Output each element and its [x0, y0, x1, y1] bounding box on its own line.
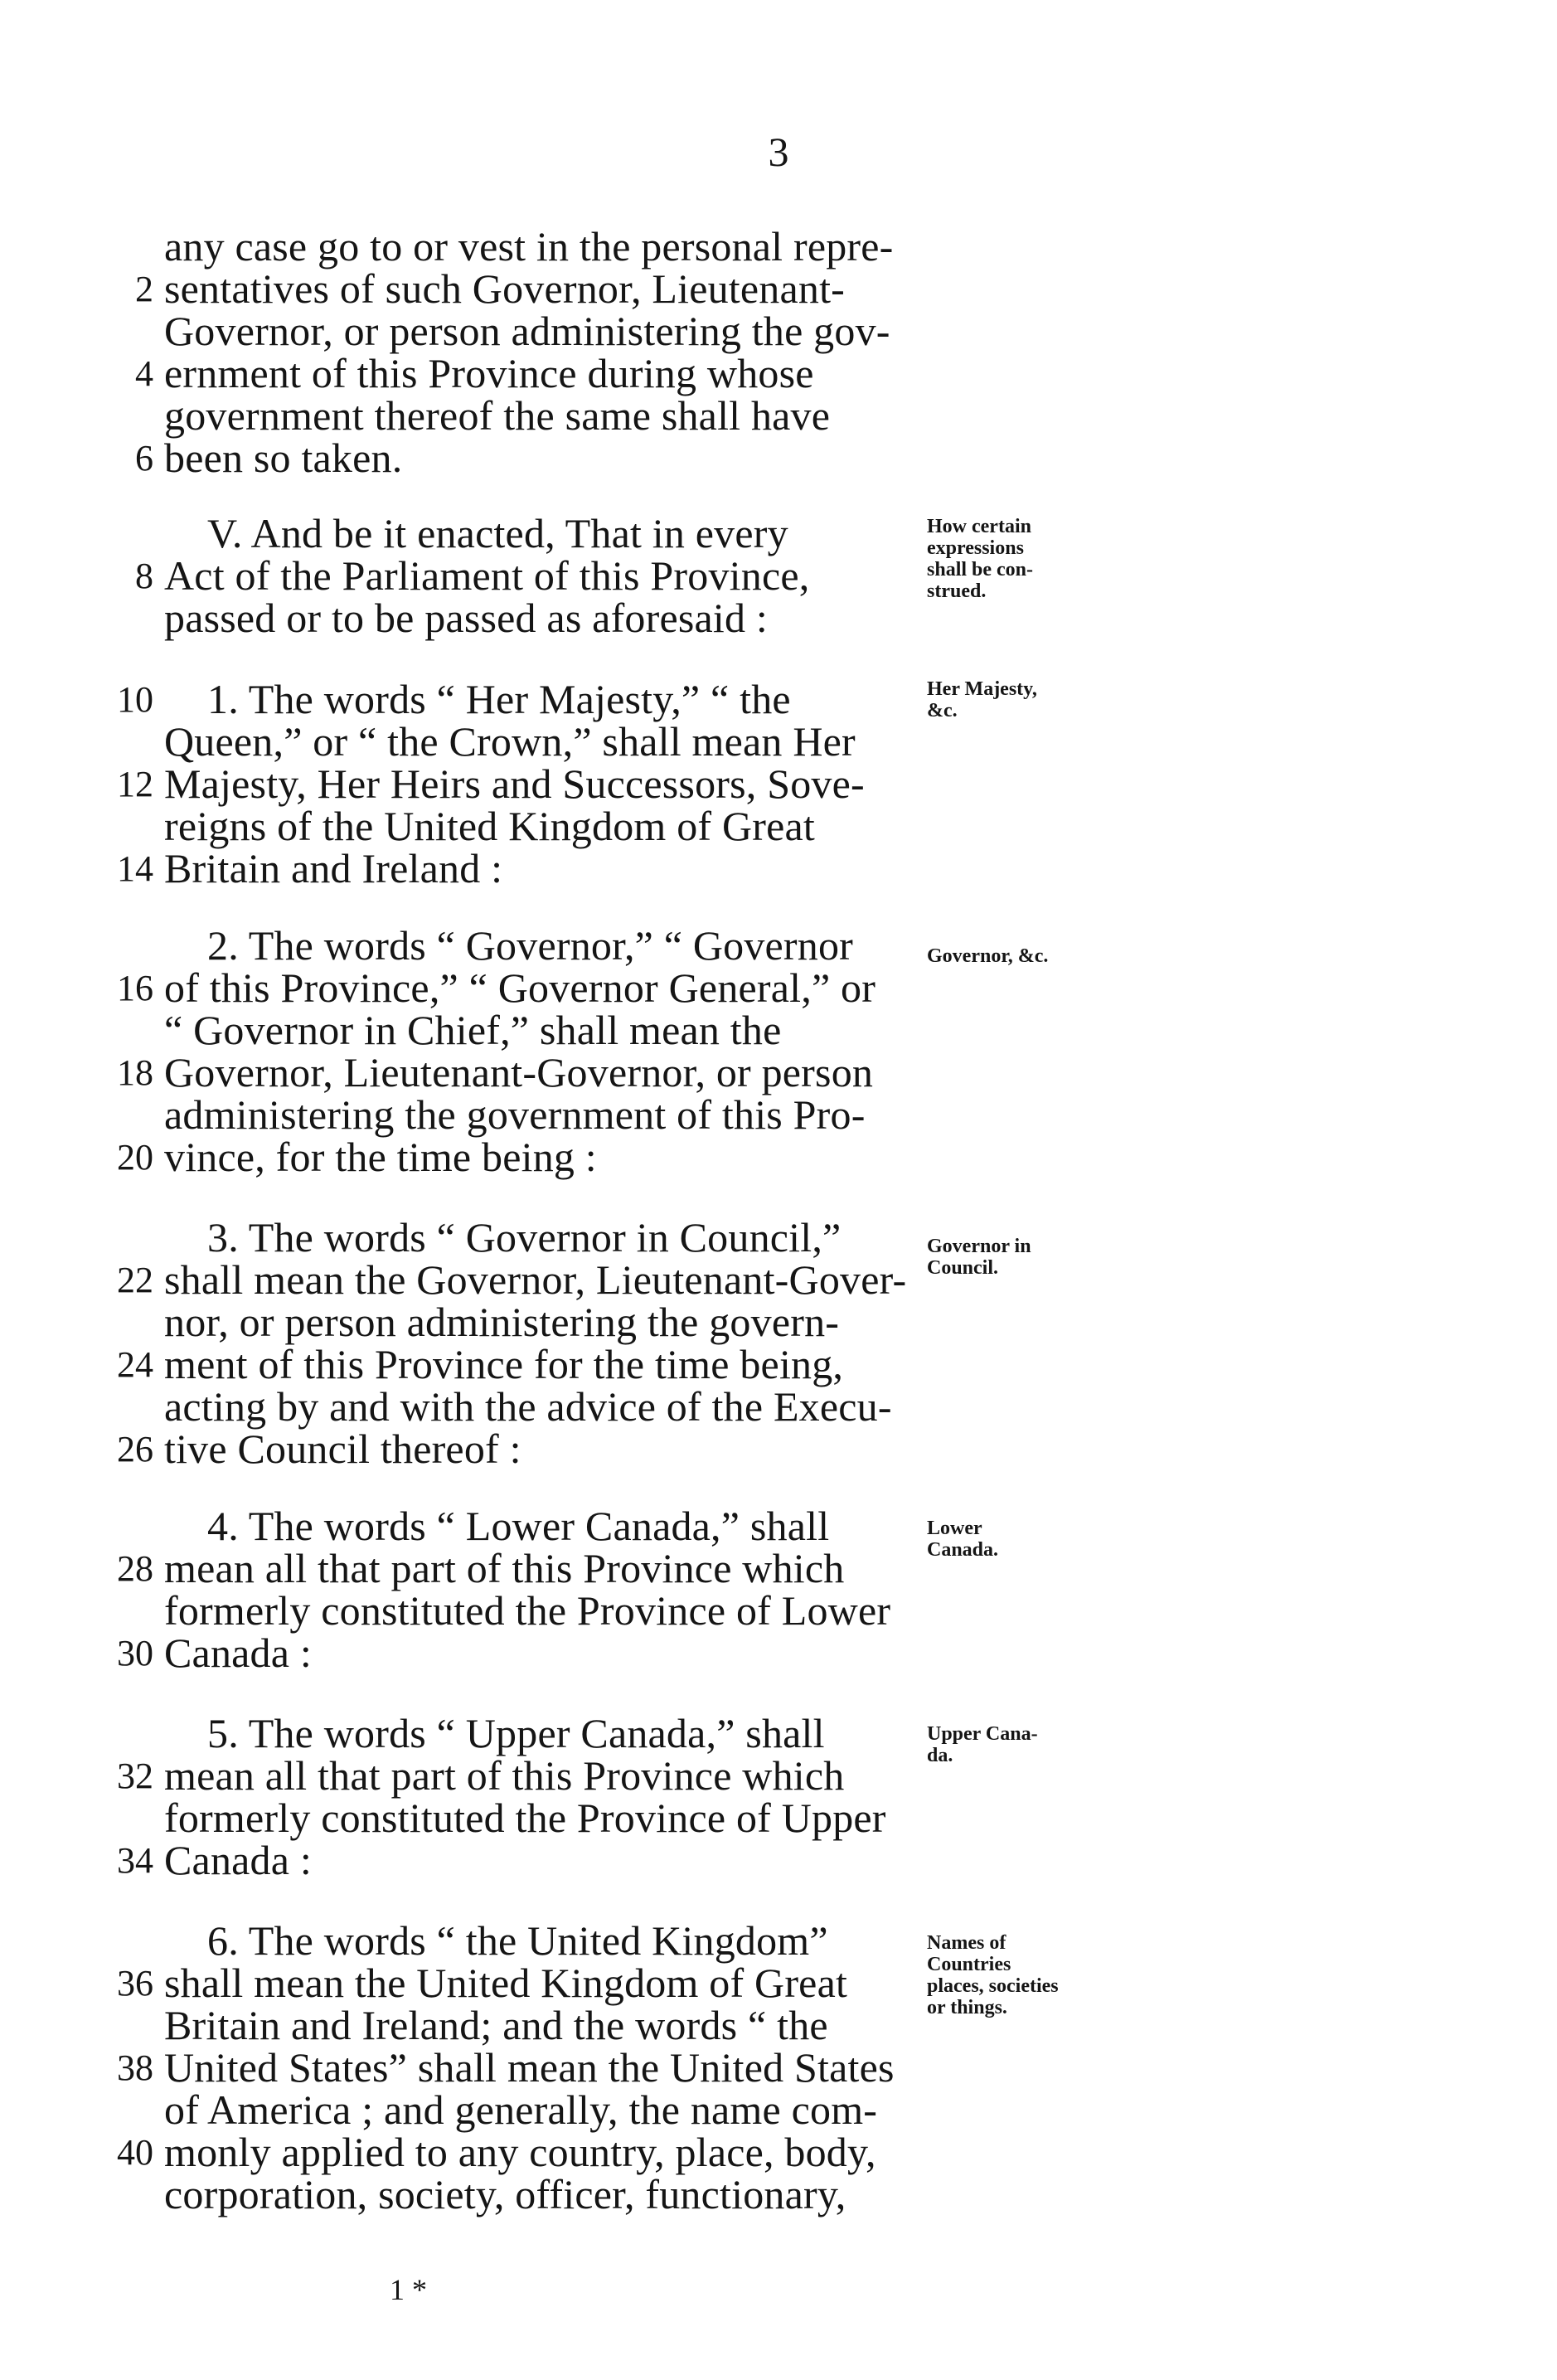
margin-note-line: or things. — [927, 1997, 1007, 2018]
text-line: acting by and with the advice of the Execu- — [164, 1383, 892, 1430]
text-line: vince, for the time being : — [164, 1134, 597, 1180]
line-number: 32 — [117, 1756, 153, 1796]
text-line: Canada : — [164, 1630, 312, 1676]
margin-note-her-majesty — [927, 678, 1080, 721]
text-line: United States” shall mean the United States — [164, 2044, 895, 2091]
line-number: 30 — [117, 1633, 153, 1673]
line-number: 4 — [135, 353, 153, 394]
margin-note-governor-in-council — [927, 1236, 1080, 1279]
page-number: 3 — [768, 129, 789, 175]
line-number: 6 — [135, 438, 153, 478]
text-line: Britain and Ireland; and the words “ the — [164, 2002, 828, 2048]
text-line: 6. The words “ the United Kingdom” — [207, 1917, 828, 1964]
margin-note-line: Upper Cana- — [927, 1723, 1038, 1745]
text-line: monly applied to any country, place, body, — [164, 2129, 876, 2175]
margin-note-line: da. — [927, 1745, 953, 1766]
text-line: tive Council thereof : — [164, 1426, 521, 1472]
text-line: Canada : — [164, 1837, 312, 1883]
margin-note-line: &c. — [927, 700, 958, 721]
margin-note-line: Governor, &c. — [927, 945, 1049, 967]
text-line: been so taken. — [164, 435, 403, 481]
line-number: 12 — [117, 764, 153, 804]
text-line: passed or to be passed as aforesaid : — [164, 595, 769, 641]
text-line: corporation, society, officer, functionary, — [164, 2171, 846, 2217]
text-line: ernment of this Province during whose — [164, 350, 814, 396]
text-line: Act of the Parliament of this Province, — [164, 552, 810, 599]
line-number: 22 — [117, 1260, 153, 1300]
text-line: mean all that part of this Province which — [164, 1545, 845, 1591]
text-line: mean all that part of this Province which — [164, 1752, 845, 1799]
margin-note-line: strued. — [927, 580, 987, 602]
signature-mark: 1 * — [390, 2273, 427, 2306]
text-line: 4. The words “ Lower Canada,” shall — [207, 1503, 830, 1549]
line-number: 38 — [117, 2047, 153, 2088]
text-line: 2. The words “ Governor,” “ Governor — [207, 922, 854, 969]
margin-note-governor — [927, 945, 1080, 967]
margin-note-line: Canada. — [927, 1539, 999, 1561]
margin-note-line: Names of — [927, 1932, 1006, 1954]
margin-note-lower-canada — [927, 1518, 1080, 1561]
line-number: 34 — [117, 1840, 153, 1881]
line-number: 18 — [117, 1052, 153, 1093]
margin-note-line: Her Majesty, — [927, 678, 1037, 700]
text-line: Governor, or person administering the gov- — [164, 308, 890, 354]
margin-note-line: How certain — [927, 516, 1031, 537]
margin-note-line: Council. — [927, 1257, 999, 1279]
text-line: Queen,” or “ the Crown,” shall mean Her — [164, 718, 856, 765]
text-line: reigns of the United Kingdom of Great — [164, 803, 815, 849]
line-number: 26 — [117, 1429, 153, 1469]
text-line: Britain and Ireland : — [164, 845, 503, 891]
line-number: 40 — [117, 2132, 153, 2173]
text-line: any case go to or vest in the personal repre- — [164, 223, 894, 270]
margin-note-line: Governor in — [927, 1236, 1031, 1257]
text-line: formerly constituted the Province of Upper — [164, 1795, 886, 1841]
margin-note-upper-canada — [927, 1723, 1080, 1766]
text-line: “ Governor in Chief,” shall mean the — [164, 1007, 782, 1053]
text-line: shall mean the United Kingdom of Great — [164, 1960, 848, 2006]
text-line: government thereof the same shall have — [164, 392, 831, 439]
line-number: 28 — [117, 1548, 153, 1589]
text-line: sentatives of such Governor, Lieutenant- — [164, 265, 846, 312]
line-number: 20 — [117, 1137, 153, 1178]
margin-note-line: Countries — [927, 1954, 1011, 1975]
margin-note-line: shall be con- — [927, 559, 1034, 580]
margin-note-line: Lower — [927, 1518, 982, 1539]
text-line: Governor, Lieutenant-Governor, or person — [164, 1049, 874, 1095]
text-line: V. And be it enacted, That in every — [207, 510, 788, 556]
text-line: ment of this Province for the time being, — [164, 1341, 844, 1387]
line-number: 36 — [117, 1963, 153, 2004]
line-number: 16 — [117, 968, 153, 1008]
text-line: 1. The words “ Her Majesty,” “ the — [207, 676, 791, 722]
line-number: 2 — [135, 269, 153, 309]
text-line: 3. The words “ Governor in Council,” — [207, 1214, 842, 1260]
text-line: nor, or person administering the govern- — [164, 1299, 840, 1345]
text-line: administering the government of this Pro- — [164, 1091, 866, 1138]
text-line: Majesty, Her Heirs and Successors, Sove- — [164, 760, 865, 807]
line-number: 14 — [117, 848, 153, 889]
line-number: 24 — [117, 1344, 153, 1385]
margin-note-line: places, societies — [927, 1975, 1059, 1997]
margin-note-line: expressions — [927, 537, 1024, 559]
text-line: 5. The words “ Upper Canada,” shall — [207, 1710, 825, 1756]
margin-note-names-of-countries — [927, 1932, 1080, 2018]
line-number: 8 — [135, 556, 153, 596]
text-line: of this Province,” “ Governor General,” or — [164, 964, 876, 1011]
line-number: 10 — [117, 679, 153, 720]
margin-note-how-certain — [927, 516, 1080, 602]
text-line: shall mean the Governor, Lieutenant-Gover- — [164, 1256, 907, 1303]
text-line: of America ; and generally, the name com- — [164, 2086, 878, 2133]
text-line: formerly constituted the Province of Lower — [164, 1587, 891, 1634]
